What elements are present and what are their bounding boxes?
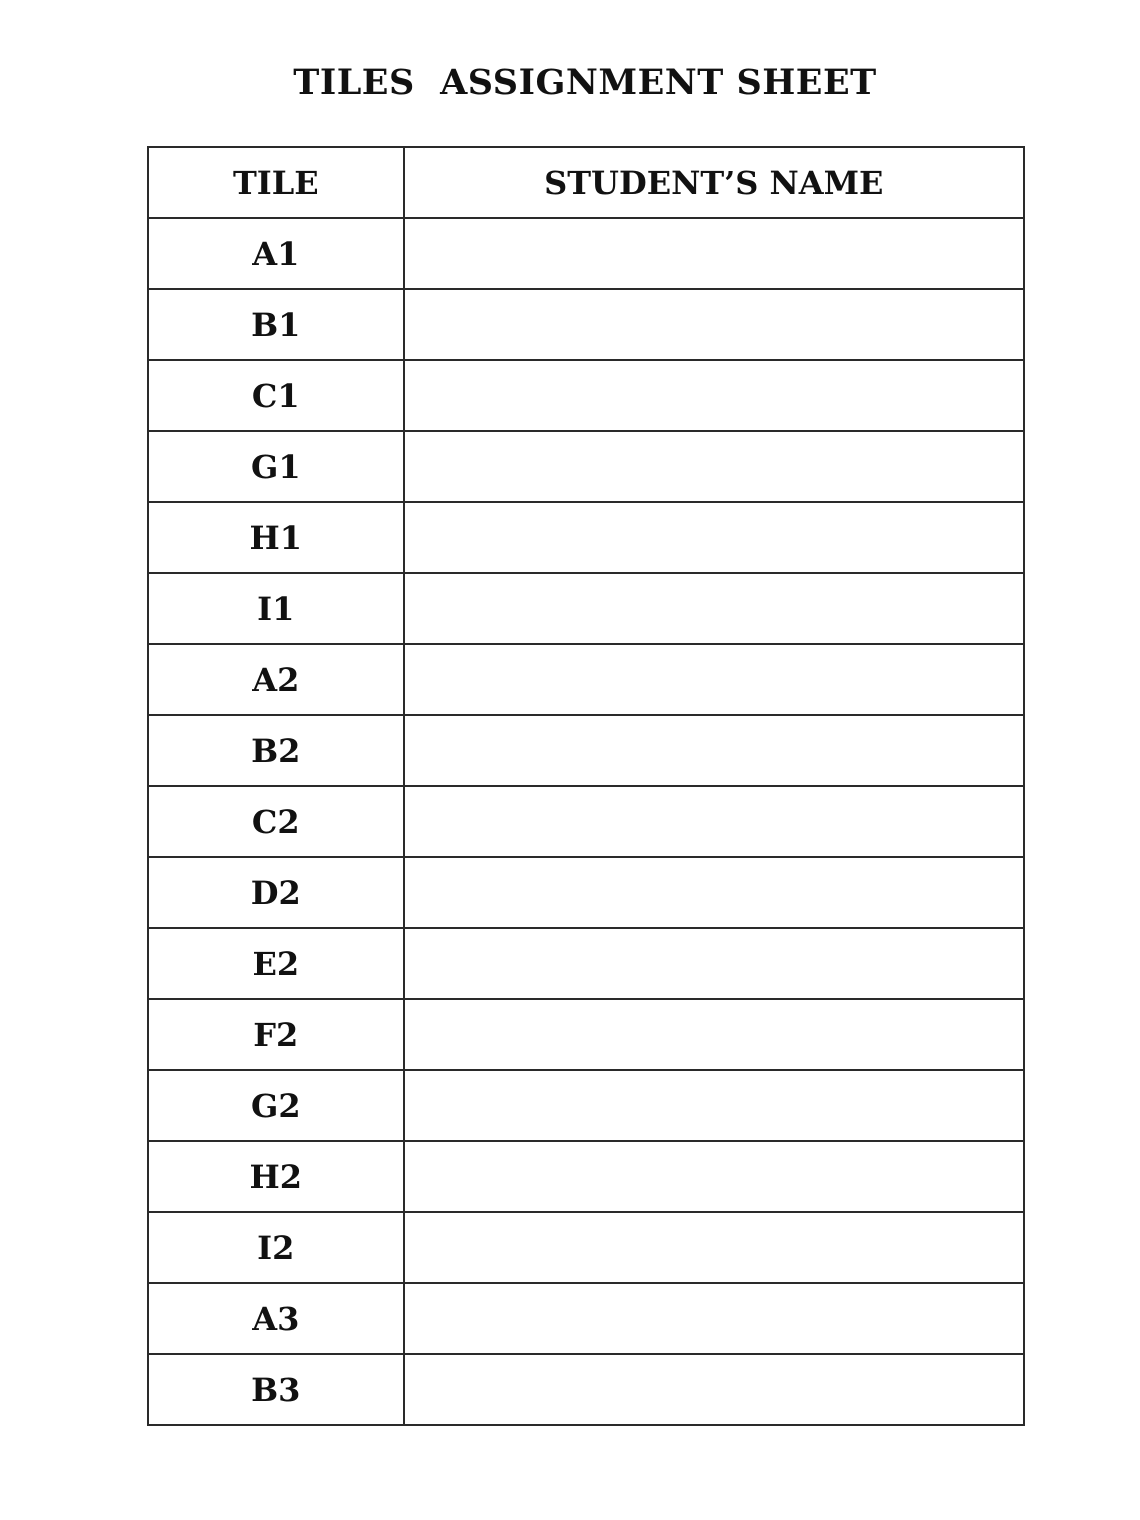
tile-id-cell: D2	[148, 857, 404, 928]
student-name-input[interactable]	[405, 645, 1023, 714]
table-row	[148, 1283, 1024, 1354]
table-row	[148, 1354, 1024, 1425]
student-name-cell[interactable]	[404, 289, 1024, 360]
tile-id-cell: E2	[148, 928, 404, 999]
student-name-cell[interactable]	[404, 1070, 1024, 1141]
table-body	[148, 218, 1024, 1425]
table-row	[148, 1212, 1024, 1283]
student-name-cell[interactable]	[404, 928, 1024, 999]
tile-id-cell: G1	[148, 431, 404, 502]
table-row	[148, 289, 1024, 360]
student-name-cell[interactable]	[404, 857, 1024, 928]
tile-id-cell: A1	[148, 218, 404, 289]
tile-id-cell: I1	[148, 573, 404, 644]
student-name-input[interactable]	[405, 1213, 1023, 1282]
student-name-cell[interactable]	[404, 1141, 1024, 1212]
page-title: TILES ASSIGNMENT SHEET	[293, 62, 877, 103]
student-name-input[interactable]	[405, 716, 1023, 785]
tile-column-header: TILE	[148, 147, 404, 218]
student-name-cell[interactable]	[404, 715, 1024, 786]
student-name-cell[interactable]	[404, 360, 1024, 431]
student-name-input[interactable]	[405, 1000, 1023, 1069]
table-row	[148, 999, 1024, 1070]
tile-id-cell: A3	[148, 1283, 404, 1354]
student-name-input[interactable]	[405, 503, 1023, 572]
table-row	[148, 573, 1024, 644]
table-row	[148, 502, 1024, 573]
student-name-input[interactable]	[405, 929, 1023, 998]
table-row	[148, 218, 1024, 289]
table-row	[148, 928, 1024, 999]
tile-id-cell: C2	[148, 786, 404, 857]
table-row	[148, 786, 1024, 857]
table-row	[148, 644, 1024, 715]
table-row	[148, 715, 1024, 786]
student-name-cell[interactable]	[404, 644, 1024, 715]
student-name-cell[interactable]	[404, 431, 1024, 502]
tile-id-cell: H1	[148, 502, 404, 573]
tile-id-cell: A2	[148, 644, 404, 715]
student-name-cell[interactable]	[404, 1283, 1024, 1354]
student-name-cell[interactable]	[404, 786, 1024, 857]
tile-id-cell: B2	[148, 715, 404, 786]
student-name-cell[interactable]	[404, 999, 1024, 1070]
tile-id-cell: H2	[148, 1141, 404, 1212]
tile-id-cell: B1	[148, 289, 404, 360]
table-row	[148, 360, 1024, 431]
table-header-row	[148, 147, 1024, 218]
tile-assignment-table	[147, 146, 1025, 1426]
tile-id-cell: F2	[148, 999, 404, 1070]
student-name-input[interactable]	[405, 1142, 1023, 1211]
tile-id-cell: G2	[148, 1070, 404, 1141]
student-name-input[interactable]	[405, 361, 1023, 430]
tile-id-cell: B3	[148, 1354, 404, 1425]
student-name-cell[interactable]	[404, 1354, 1024, 1425]
student-name-cell[interactable]	[404, 218, 1024, 289]
table-row	[148, 1141, 1024, 1212]
student-name-input[interactable]	[405, 1284, 1023, 1353]
student-name-cell[interactable]	[404, 573, 1024, 644]
student-name-cell[interactable]	[404, 1212, 1024, 1283]
student-name-input[interactable]	[405, 787, 1023, 856]
student-name-input[interactable]	[405, 219, 1023, 288]
student-name-column-header: STUDENT’S NAME	[404, 147, 1024, 218]
table-row	[148, 1070, 1024, 1141]
tile-id-cell: C1	[148, 360, 404, 431]
student-name-input[interactable]	[405, 290, 1023, 359]
table-row	[148, 431, 1024, 502]
table-row	[148, 857, 1024, 928]
student-name-input[interactable]	[405, 432, 1023, 501]
student-name-cell[interactable]	[404, 502, 1024, 573]
student-name-input[interactable]	[405, 574, 1023, 643]
tile-id-cell: I2	[148, 1212, 404, 1283]
student-name-input[interactable]	[405, 858, 1023, 927]
student-name-input[interactable]	[405, 1355, 1023, 1424]
student-name-input[interactable]	[405, 1071, 1023, 1140]
